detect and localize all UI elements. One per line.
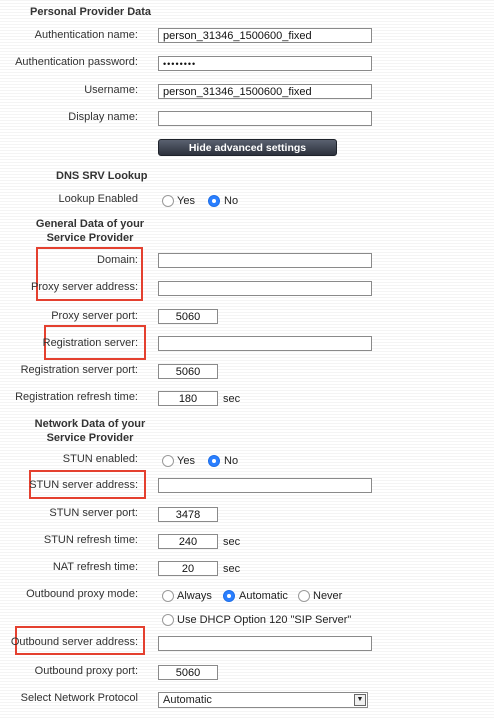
display-name-input[interactable] (158, 111, 372, 126)
auth-name-label: Authentication name: (34, 29, 138, 41)
nat-refresh-label: NAT refresh time: (52, 561, 138, 573)
dhcp-option-label: Use DHCP Option 120 "SIP Server" (177, 614, 352, 626)
outbound-automatic-radio[interactable] (223, 590, 235, 602)
outbound-never-radio[interactable] (298, 590, 310, 602)
section-general-data (34, 217, 146, 245)
registration-server-input[interactable] (158, 336, 372, 351)
username-label: Username: (84, 84, 138, 96)
outbound-server-address-input[interactable] (158, 636, 372, 651)
outbound-proxy-port-input[interactable]: 5060 (158, 665, 218, 680)
network-protocol-label: Select Network Protocol (20, 692, 138, 704)
section-general-title-1: General Data of your (35, 218, 145, 230)
lookup-yes-radio[interactable] (162, 195, 174, 207)
section-personal-provider-data: Personal Provider Data (30, 6, 152, 18)
section-network-data (34, 417, 146, 445)
outbound-always-label: Always (177, 590, 212, 602)
registration-refresh-input[interactable]: 180 (158, 391, 218, 406)
network-protocol-select[interactable] (158, 692, 368, 708)
stun-no-label: No (224, 455, 239, 467)
domain-input[interactable] (158, 253, 372, 268)
stun-yes-label: Yes (177, 455, 195, 467)
outbound-never-label: Never (313, 590, 343, 602)
nat-refresh-unit: sec (223, 563, 241, 575)
section-network-title-1: Network Data of your (34, 418, 146, 430)
outbound-automatic-label: Automatic (239, 590, 288, 602)
registration-server-port-label: Registration server port: (20, 364, 138, 376)
domain-label: Domain: (97, 254, 138, 266)
stun-server-port-label: STUN server port: (49, 507, 138, 519)
proxy-server-address-label: Proxy server address: (31, 281, 138, 293)
registration-refresh-label: Registration refresh time: (15, 391, 138, 403)
registration-refresh-unit: sec (223, 393, 241, 405)
username-input[interactable]: person_31346_1500600_fixed (158, 84, 372, 99)
stun-server-address-input[interactable] (158, 478, 372, 493)
proxy-server-address-input[interactable] (158, 281, 372, 296)
stun-enabled-label: STUN enabled: (62, 453, 138, 465)
lookup-yes-label: Yes (177, 195, 195, 207)
lookup-no-label: No (224, 195, 239, 207)
lookup-no-radio[interactable] (208, 195, 220, 207)
display-name-label: Display name: (68, 111, 138, 123)
stun-server-address-label: STUN server address: (29, 479, 138, 491)
stun-refresh-label: STUN refresh time: (43, 534, 138, 546)
registration-server-port-input[interactable]: 5060 (158, 364, 218, 379)
section-dns-srv-lookup: DNS SRV Lookup (56, 170, 148, 182)
stun-refresh-unit: sec (223, 536, 241, 548)
auth-password-label: Authentication password: (15, 56, 138, 68)
dhcp-option-radio[interactable] (162, 614, 174, 626)
outbound-always-radio[interactable] (162, 590, 174, 602)
chevron-down-icon[interactable]: ▼ (354, 694, 366, 706)
stun-yes-radio[interactable] (162, 455, 174, 467)
proxy-server-port-label: Proxy server port: (51, 310, 138, 322)
auth-password-input[interactable]: •••••••• (158, 56, 372, 71)
stun-refresh-input[interactable]: 240 (158, 534, 218, 549)
section-general-title-2: Service Provider (46, 232, 134, 244)
proxy-server-port-input[interactable]: 5060 (158, 309, 218, 324)
registration-server-label: Registration server: (42, 337, 138, 349)
stun-server-port-input[interactable]: 3478 (158, 507, 218, 522)
nat-refresh-input[interactable]: 20 (158, 561, 218, 576)
network-protocol-value: Automatic (163, 694, 212, 706)
outbound-proxy-port-label: Outbound proxy port: (34, 665, 138, 677)
lookup-enabled-label: Lookup Enabled (58, 193, 138, 205)
stun-no-radio[interactable] (208, 455, 220, 467)
hide-advanced-settings-button[interactable]: Hide advanced settings (158, 139, 337, 156)
outbound-proxy-mode-label: Outbound proxy mode: (26, 588, 138, 600)
section-network-title-2: Service Provider (46, 432, 134, 444)
outbound-server-address-label: Outbound server address: (10, 636, 138, 648)
auth-name-input[interactable]: person_31346_1500600_fixed (158, 28, 372, 43)
